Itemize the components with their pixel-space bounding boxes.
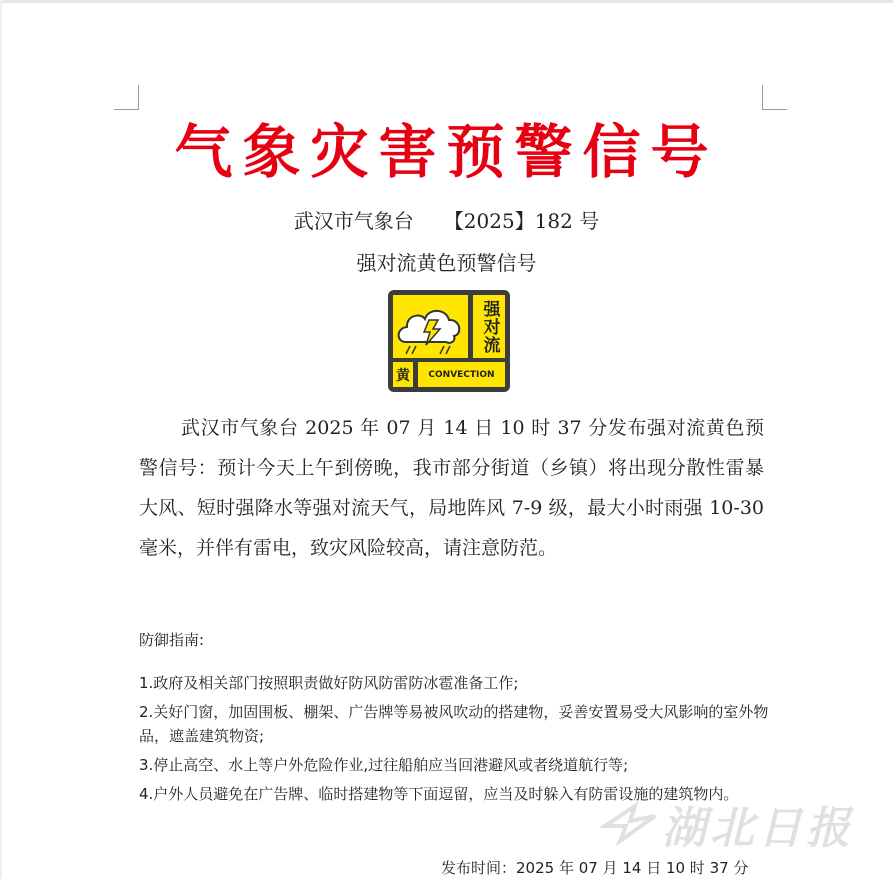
guide-item: 2.关好门窗，加固围板、棚架、广告牌等易被风吹动的搭建物，妥善安置易受大风影响的室外物品，遮盖建筑物资; bbox=[139, 703, 769, 745]
release-time: 发布时间：2025 年 07 月 14 日 10 时 37 分 bbox=[441, 859, 749, 877]
watermark-logo-icon bbox=[600, 786, 670, 856]
document-number-line bbox=[0, 206, 893, 236]
guide-item: 4.户外人员避免在广告牌、临时搭建物等下面逗留，应当及时躲入有防雷设施的建筑物内。 bbox=[139, 785, 739, 803]
window-top-border bbox=[0, 0, 893, 3]
crop-mark-top-right bbox=[762, 85, 787, 110]
signal-title: 强对流黄色预警信号 bbox=[356, 251, 537, 275]
defense-guide-title: 防御指南: bbox=[139, 631, 205, 649]
warning-lead-paragraph: 武汉市气象台 2025 年 07 月 14 日 10 时 37 分发布强对流黄色预警信号：预计今天上午到傍晚，我市部分街道（乡镇）将出现分散性雷暴大风、短时强降水等强对流天气，局地阵风 7-9 级，最大小时雨强 10-30 毫米，并伴有雷电，致灾风险较高，请注意防范。 bbox=[139, 417, 764, 559]
guide-item: 1.政府及相关部门按照职责做好防风防雷防冰雹准备工作; bbox=[139, 674, 519, 692]
badge-level: 黄 bbox=[393, 362, 413, 387]
watermark-text: 湖北日报 bbox=[662, 803, 854, 854]
issuer-name: 武汉市气象台 bbox=[293, 209, 414, 233]
warning-signal-badge bbox=[388, 290, 510, 392]
hubei-daily-watermark bbox=[600, 786, 890, 856]
badge-english-label: CONVECTION bbox=[418, 362, 505, 387]
document-number: 【2025】182 号 bbox=[443, 209, 600, 233]
document-title: 气象灾害预警信号 bbox=[174, 118, 719, 186]
badge-signal-name: 强对流 bbox=[473, 295, 505, 358]
guide-item: 3.停止高空、水上等户外危险作业,过往船舶应当回港避风或者绕道航行等; bbox=[139, 756, 629, 774]
crop-mark-top-left bbox=[114, 85, 139, 110]
